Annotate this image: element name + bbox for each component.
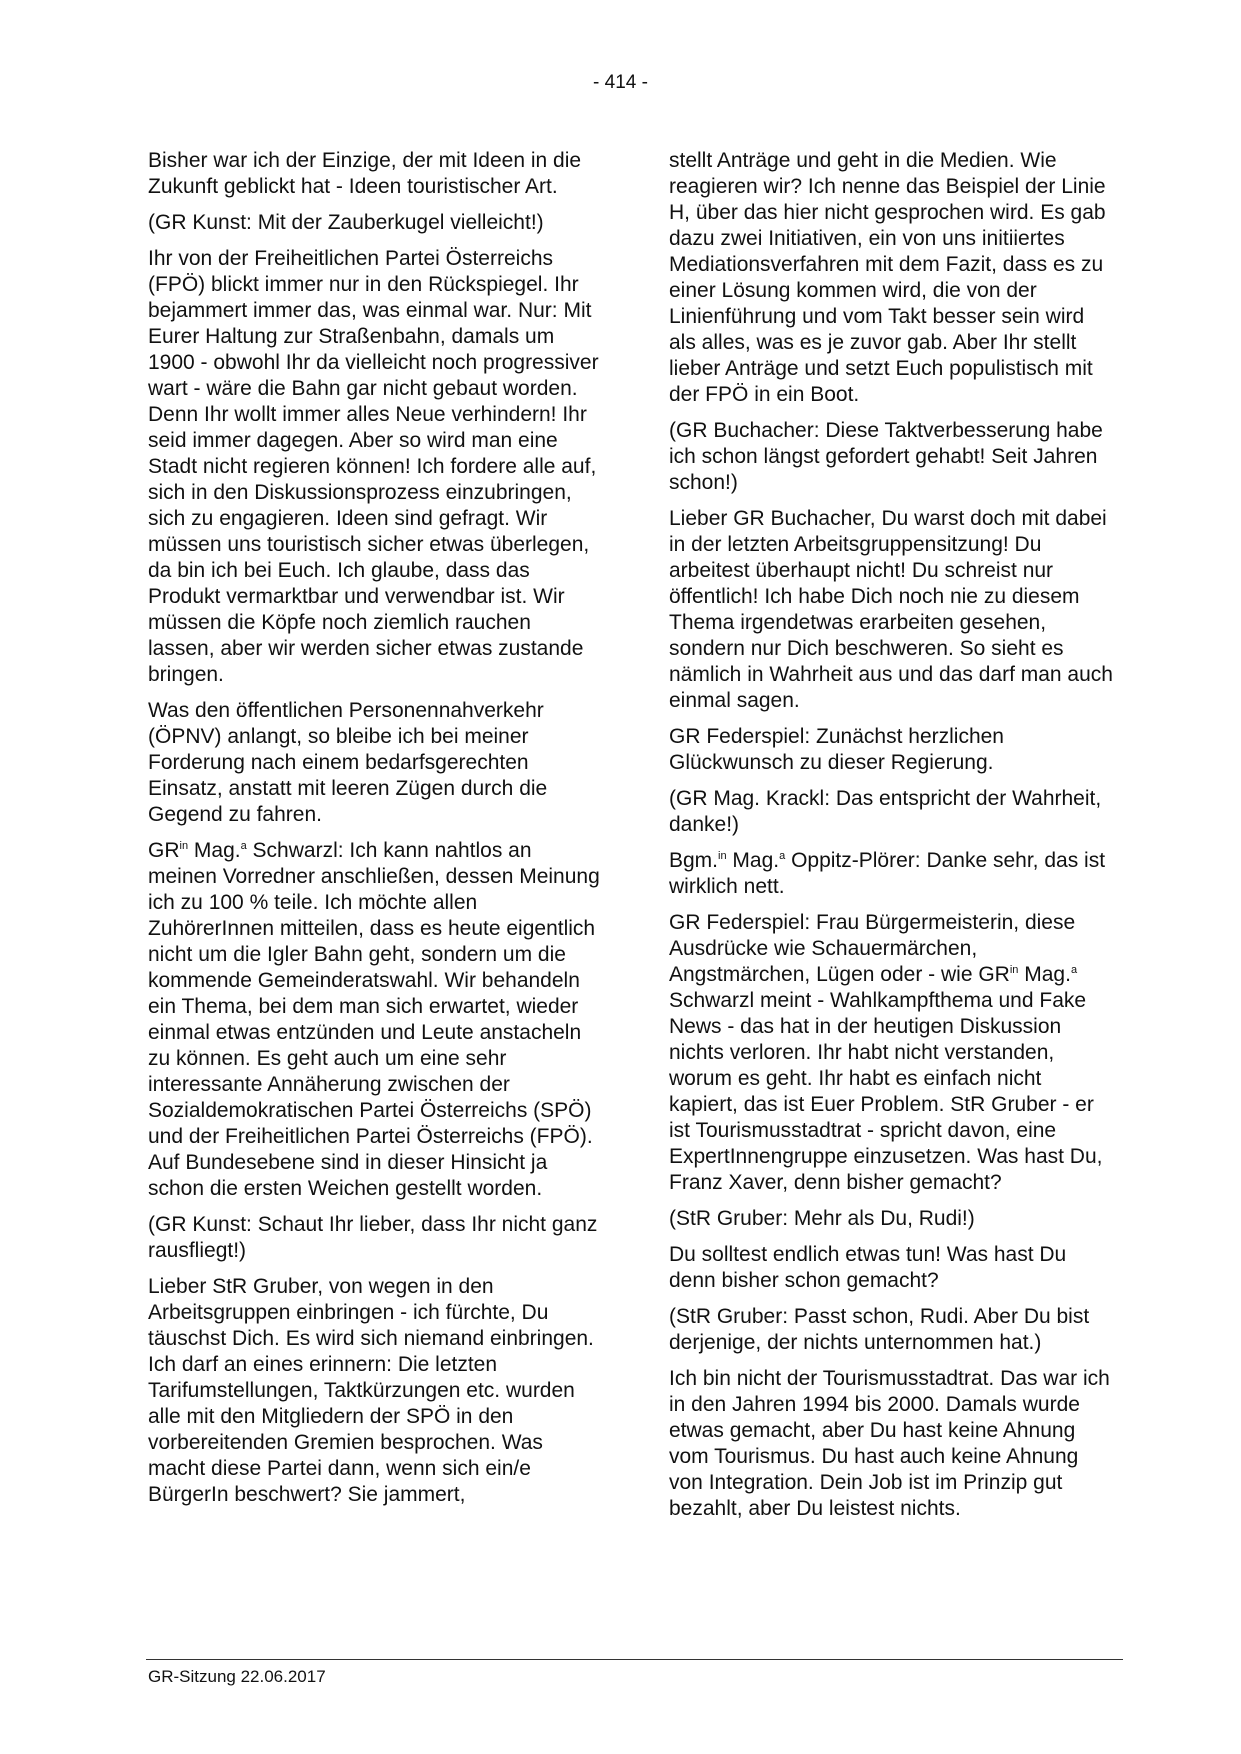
speaker-title: Mag. (726, 849, 780, 872)
superscript: a (779, 850, 786, 862)
speaker-title: GR (148, 839, 180, 862)
speaker-title: Mag. (188, 839, 241, 862)
interjection: (GR Mag. Krackl: Das entspricht der Wahrheit, danke!) (669, 787, 1102, 836)
interjection: (GR Kunst: Mit der Zauberkugel vielleicht!) (148, 211, 544, 234)
speech-text: GR Federspiel: Frau Bürgermeisterin, diese Ausdrücke wie Schauermärchen, Angstmärchen, Lügen oder - wie GR (669, 911, 1076, 986)
superscript: in (718, 850, 727, 862)
speaker-paragraph (148, 838, 603, 1202)
speaker-title: Mag. (1018, 963, 1071, 986)
paragraph: GR Federspiel: Zunächst herzlichen Glückwunsch zu dieser Regierung. (669, 725, 1004, 774)
paragraph: Ich bin nicht der Tourismusstadtrat. Das war ich in den Jahren 1994 bis 2000. Damals wurde etwas gemacht, aber Du hast keine Ahnung vom Tourismus. Du hast auch keine Ahnung von Integration. Dein Job ist im Prinzip gut bezahlt, aber Du leistest nichts. (669, 1367, 1110, 1520)
speaker-paragraph (669, 910, 1115, 1196)
paragraph: Du solltest endlich etwas tun! Was hast Du denn bisher schon gemacht? (669, 1243, 1067, 1292)
interjection: (GR Buchacher: Diese Taktverbesserung habe ich schon längst gefordert gehabt! Seit Jahren schon!) (669, 419, 1103, 494)
paragraph: Lieber GR Buchacher, Du warst doch mit dabei in der letzten Arbeitsgruppensitzung! Du arbeitest überhaupt nicht! Du schreist nur öffentlich! Ich habe Dich noch nie zu diesem Thema irgendetwas erarbeiten gesehen, sondern nur Dich beschweren. So sieht es nämlich in Wahrheit aus und das darf man auch einmal sagen. (669, 507, 1113, 712)
paragraph: Bisher war ich der Einzige, der mit Ideen in die Zukunft geblickt hat - Ideen touristischer Art. (148, 149, 582, 198)
right-column (669, 148, 1115, 1532)
paragraph: stellt Anträge und geht in die Medien. Wie reagieren wir? Ich nenne das Beispiel der Linie H, über das hier nicht gesprochen wird. Es gab dazu zwei Initiativen, ein von uns initiiertes Mediationsverfahren mit dem Fazit, dass es zu einer Lösung kommen wird, die von der Linienführung und vom Takt besser sein wird als alles, was es je zuvor gab. Aber Ihr stellt lieber Anträge und setzt Euch populistisch mit der FPÖ in ein Boot. (669, 149, 1106, 406)
speech-text: Schwarzl meint - Wahlkampfthema und Fake News - das hat in der heutigen Diskussion nichts verloren. Ihr habt nicht verstanden, worum es geht. Ihr habt es einfach nicht kapiert, das ist Euer Problem. StR Gruber - er ist Tourismusstadtrat - spricht davon, eine ExpertInnengruppe einzusetzen. Was hast Du, Franz Xaver, denn bisher gemacht? (669, 989, 1103, 1194)
interjection: (StR Gruber: Mehr als Du, Rudi!) (669, 1207, 975, 1230)
superscript: in (179, 840, 189, 852)
footer-divider (146, 1659, 1123, 1660)
interjection: (StR Gruber: Passt schon, Rudi. Aber Du bist derjenige, der nichts unternommen hat.) (669, 1305, 1090, 1354)
superscript: a (240, 840, 247, 852)
paragraph: Ihr von der Freiheitlichen Partei Österreichs (FPÖ) blickt immer nur in den Rückspiegel. Ihr bejammert immer das, was einmal war. Nur: Mit Eurer Haltung zur Straßenbahn, damals um 1900 - obwohl Ihr da vielleicht noch progressiver wart - wäre die Bahn gar nicht gebaut worden. Denn Ihr wollt immer alles Neue verhindern! Ihr seid immer dagegen. Aber so wird man eine Stadt nicht regieren können! Ich fordere alle auf, sich in den Diskussionsprozess einzubringen, sich zu engagieren. Ideen sind gefragt. Wir müssen uns touristisch sicher etwas überlegen, da bin ich bei Euch. Ich glaube, dass das Produkt vermarktbar und verwendbar ist. Wir müssen die Köpfe noch ziemlich rauchen lassen, aber wir werden sicher etwas zustande bringen. (148, 247, 599, 686)
speaker-paragraph (669, 848, 1115, 900)
superscript: in (1009, 964, 1019, 976)
speech-text: Oppitz-Plörer: Danke sehr, das ist wirklich nett. (669, 849, 1106, 898)
interjection: (GR Kunst: Schaut Ihr lieber, dass Ihr nicht ganz rausfliegt!) (148, 1213, 598, 1262)
superscript: a (1070, 964, 1078, 976)
page-number: - 414 - (593, 72, 648, 93)
left-column (148, 148, 603, 1518)
footer-text: GR-Sitzung 22.06.2017 (148, 1667, 326, 1686)
paragraph: Was den öffentlichen Personennahverkehr (ÖPNV) anlangt, so bleibe ich bei meiner Forderung nach einem bedarfsgerechten Einsatz, anstatt mit leeren Zügen durch die Gegend zu fahren. (148, 699, 548, 826)
paragraph: Lieber StR Gruber, von wegen in den Arbeitsgruppen einbringen - ich fürchte, Du täuschst Dich. Es wird sich niemand einbringen. Ich darf an eines erinnern: Die letzten Tarifumstellungen, Taktkürzungen etc. wurden alle mit den Mitgliedern der SPÖ in den vorbereitenden Gremien besprochen. Was macht diese Partei dann, wenn sich ein/e BürgerIn beschwert? Sie jammert, (148, 1275, 594, 1506)
speaker-title: Bgm. (669, 849, 719, 872)
speech-text: Schwarzl: Ich kann nahtlos an meinen Vorredner anschließen, dessen Meinung ich zu 100 % teile. Ich möchte allen ZuhörerInnen mitteilen, dass es heute eigentlich nicht um die Igler Bahn geht, sondern um die kommende Gemeinderatswahl. Wir behandeln ein Thema, bei dem man sich erwartet, wieder einmal etwas entzünden und Leute anstacheln zu können. Es geht auch um eine sehr interessante Annäherung zwischen der Sozialdemokratischen Partei Österreichs (SPÖ) und der Freiheitlichen Partei Österreichs (FPÖ). Auf Bundesebene sind in dieser Hinsicht ja schon die ersten Weichen gestellt worden. (148, 839, 600, 1200)
